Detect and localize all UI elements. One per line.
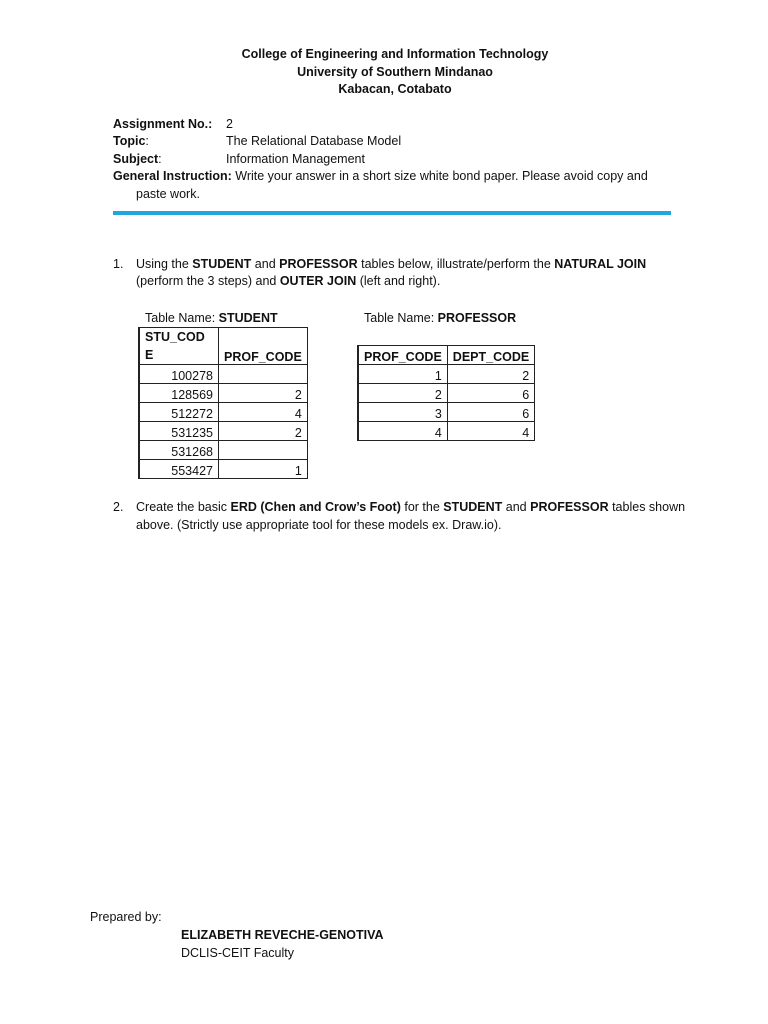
q2-bold: PROFESSOR: [530, 500, 609, 514]
q2-text: Create the basic: [136, 500, 231, 514]
table-cell: 6: [447, 403, 534, 422]
stu-code-header: [139, 328, 219, 365]
table-cell: 3: [358, 403, 447, 422]
topic-label: Topic: [113, 134, 146, 148]
q1-text: (perform the 3 steps) and: [136, 274, 280, 288]
q1-line-1: [136, 257, 646, 271]
subject-label: Subject: [113, 152, 159, 166]
instruction-line-2: paste work.: [136, 187, 200, 201]
table-header-row: [358, 346, 535, 365]
table-row: [139, 460, 307, 479]
q2-bold: ERD (Chen and Crow’s Foot): [230, 500, 401, 514]
assignment-label: Assignment No.:: [113, 117, 213, 131]
q1-number: 1.: [113, 257, 124, 271]
table-cell: 2: [219, 384, 308, 403]
table-row: [358, 384, 535, 403]
table-cell: 531235: [139, 422, 219, 441]
divider-rule: [113, 211, 671, 215]
header-text: STU_COD: [145, 330, 205, 344]
instruction-line-1: [113, 169, 648, 183]
instruction-label: General Instruction:: [113, 169, 232, 183]
table-cell: 4: [219, 403, 308, 422]
table-cell: 4: [447, 422, 534, 441]
prepared-by-label: Prepared by:: [90, 910, 162, 924]
table-row: [358, 403, 535, 422]
table-cell: 512272: [139, 403, 219, 422]
caption-name: PROFESSOR: [437, 311, 517, 325]
q1-text: (left and right).: [356, 274, 441, 288]
assignment-value: 2: [226, 117, 233, 131]
prof-code-header: PROF_CODE: [358, 346, 447, 365]
header-text: E: [145, 348, 154, 362]
table-cell: 2: [447, 365, 534, 384]
topic-value: The Relational Database Model: [226, 134, 402, 148]
subject-label-wrap: Subject:: [113, 152, 162, 166]
dept-code-header: DEPT_CODE: [447, 346, 534, 365]
caption-label: Table Name:: [364, 311, 438, 325]
table-cell: 1: [358, 365, 447, 384]
table-cell: 6: [447, 384, 534, 403]
table-row: [139, 365, 307, 384]
q1-bold: STUDENT: [192, 257, 252, 271]
table-cell: 2: [358, 384, 447, 403]
q1-bold: OUTER JOIN: [279, 274, 357, 288]
table-row: [139, 422, 307, 441]
caption-label: Table Name:: [145, 311, 219, 325]
q2-text: and: [502, 500, 531, 514]
q1-line-2: [136, 274, 440, 288]
table-row: [358, 422, 535, 441]
table-cell: 1: [219, 460, 308, 479]
table-cell: 531268: [139, 441, 219, 460]
college-name: College of Engineering and Information Technology: [241, 47, 549, 61]
table-cell: [219, 365, 308, 384]
professor-table: [357, 345, 535, 441]
prof-code-header: PROF_CODE: [219, 328, 308, 365]
table-row: [139, 384, 307, 403]
table-cell: 128569: [139, 384, 219, 403]
q1-text: and: [251, 257, 280, 271]
location: Kabacan, Cotabato: [338, 82, 452, 96]
table-cell: [219, 441, 308, 460]
table-row: [139, 403, 307, 422]
table-cell: 4: [358, 422, 447, 441]
q2-line-1: [136, 500, 685, 514]
table-cell: 553427: [139, 460, 219, 479]
q1-bold: NATURAL JOIN: [554, 257, 647, 271]
table-row: [358, 365, 535, 384]
professor-table-caption: [364, 311, 516, 325]
topic-label-wrap: Topic:: [113, 134, 149, 148]
caption-name: STUDENT: [218, 311, 278, 325]
q2-line-2: above. (Strictly use appropriate tool for these models ex. Draw.io).: [136, 518, 502, 532]
q1-text: tables below, illustrate/perform the: [357, 257, 555, 271]
table-cell: 100278: [139, 365, 219, 384]
table-cell: 2: [219, 422, 308, 441]
student-table-caption: [145, 311, 278, 325]
q2-text: for the: [400, 500, 444, 514]
instruction-text-1: Write your answer in a short size white bond paper. Please avoid copy and: [235, 169, 648, 183]
q1-bold: PROFESSOR: [279, 257, 358, 271]
subject-value: Information Management: [226, 152, 365, 166]
table-row: [139, 441, 307, 460]
preparer-position: DCLIS-CEIT Faculty: [181, 946, 294, 960]
preparer-name: ELIZABETH REVECHE-GENOTIVA: [181, 928, 384, 942]
q2-number: 2.: [113, 500, 124, 514]
q2-text: tables shown: [608, 500, 686, 514]
q2-bold: STUDENT: [443, 500, 503, 514]
university-name: University of Southern Mindanao: [297, 65, 493, 79]
q1-text: Using the: [136, 257, 193, 271]
table-header-row: [139, 328, 307, 365]
student-table: [138, 327, 308, 479]
